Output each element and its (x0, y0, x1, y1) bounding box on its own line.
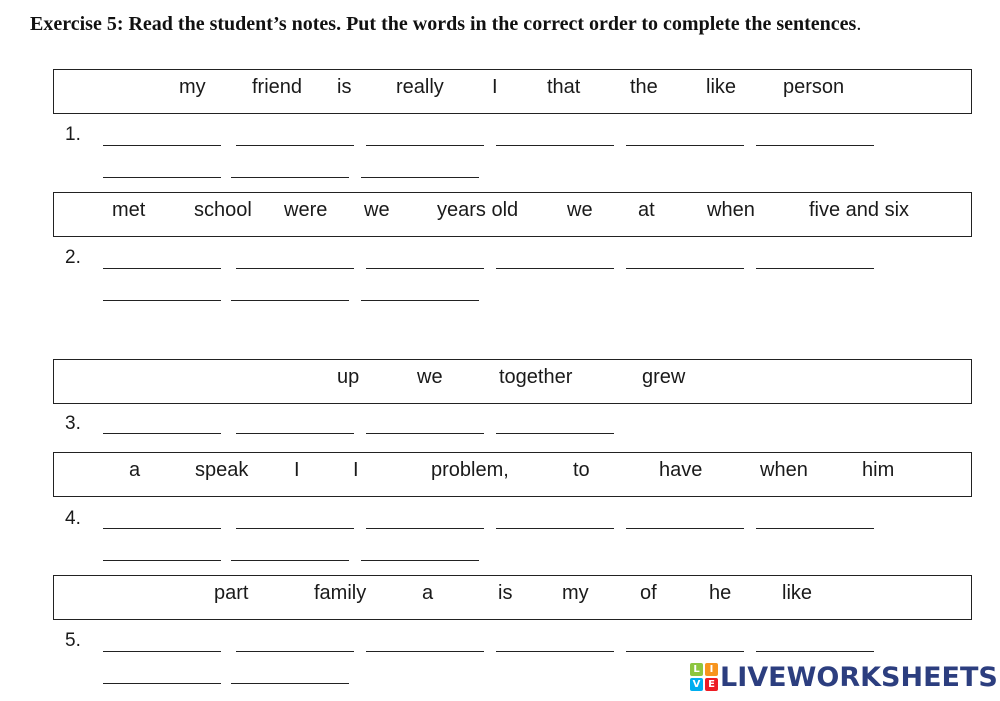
liveworksheets-logo-text: LIVEWORKSHEETS (720, 661, 998, 693)
answer-blank[interactable] (496, 651, 614, 652)
word-bank-word[interactable]: when (760, 459, 808, 481)
answer-blank[interactable] (103, 177, 221, 178)
answer-blank[interactable] (496, 268, 614, 269)
word-bank-word[interactable]: school (194, 199, 252, 221)
word-bank-word[interactable]: have (659, 459, 703, 481)
answer-blank[interactable] (103, 651, 221, 652)
word-bank-word[interactable]: we (417, 366, 443, 388)
answer-blank[interactable] (366, 651, 484, 652)
liveworksheets-logo (690, 660, 998, 694)
word-bank-word[interactable]: is (498, 582, 513, 604)
answer-blank[interactable] (361, 300, 479, 301)
word-bank-1 (53, 69, 972, 114)
word-bank-word[interactable]: person (783, 76, 845, 98)
word-bank-word[interactable]: him (862, 459, 895, 481)
word-bank-word[interactable]: that (547, 76, 581, 98)
answer-blank[interactable] (496, 433, 614, 434)
answer-blank[interactable] (361, 560, 479, 561)
word-bank-word[interactable]: we (567, 199, 593, 221)
exercise-title-period: . (856, 13, 862, 35)
word-bank-word[interactable]: really (396, 76, 444, 98)
word-bank-word[interactable]: like (706, 76, 737, 98)
sentence-number: 4. (65, 508, 81, 529)
sentence-number: 1. (65, 124, 81, 145)
answer-blank[interactable] (626, 651, 744, 652)
word-bank-word[interactable]: met (112, 199, 146, 221)
word-bank-word[interactable]: we (364, 199, 390, 221)
word-bank-word[interactable]: problem, (431, 459, 509, 481)
word-bank-word[interactable]: to (573, 459, 590, 481)
answer-blank[interactable] (236, 528, 354, 529)
answer-blank[interactable] (756, 268, 874, 269)
word-bank-word[interactable]: speak (195, 459, 249, 481)
answer-blank[interactable] (103, 560, 221, 561)
logo-letter-l: L (690, 663, 703, 676)
word-bank-4 (53, 452, 972, 497)
word-bank-word[interactable]: were (284, 199, 328, 221)
answer-blank[interactable] (366, 433, 484, 434)
answer-blank[interactable] (626, 145, 744, 146)
word-bank-word[interactable]: friend (252, 76, 303, 98)
word-bank-5 (53, 575, 972, 620)
word-bank-word[interactable]: part (214, 582, 249, 604)
answer-blank[interactable] (103, 300, 221, 301)
word-bank-word[interactable]: is (337, 76, 352, 98)
answer-blank[interactable] (236, 145, 354, 146)
answer-blank[interactable] (361, 177, 479, 178)
answer-blank[interactable] (366, 145, 484, 146)
answer-blank[interactable] (103, 145, 221, 146)
word-bank-word[interactable]: he (709, 582, 732, 604)
answer-blank[interactable] (103, 268, 221, 269)
logo-letter-i: I (705, 663, 718, 676)
answer-blank[interactable] (236, 651, 354, 652)
word-bank-2 (53, 192, 972, 237)
word-bank-word[interactable]: like (782, 582, 813, 604)
answer-blank[interactable] (231, 300, 349, 301)
logo-letter-e: E (705, 678, 718, 691)
word-bank-word[interactable]: of (640, 582, 657, 604)
word-bank-word[interactable]: together (499, 366, 573, 388)
word-bank-word[interactable]: a (422, 582, 434, 604)
answer-blank[interactable] (231, 177, 349, 178)
exercise-title-text: Exercise 5: Read the student’s notes. Put the words in the correct order to complete the sentences (30, 13, 857, 35)
word-bank-word[interactable]: years old (437, 199, 519, 221)
word-bank-word[interactable]: I (492, 76, 498, 98)
word-bank-word[interactable]: grew (642, 366, 686, 388)
word-bank-word[interactable]: my (562, 582, 589, 604)
answer-blank[interactable] (756, 145, 874, 146)
answer-blank[interactable] (496, 528, 614, 529)
sentence-number: 3. (65, 413, 81, 434)
answer-blank[interactable] (231, 683, 349, 684)
answer-blank[interactable] (103, 528, 221, 529)
word-bank-word[interactable]: my (179, 76, 206, 98)
answer-blank[interactable] (366, 268, 484, 269)
word-bank-word[interactable]: a (129, 459, 141, 481)
word-bank-word[interactable]: the (630, 76, 658, 98)
word-bank-word[interactable]: at (638, 199, 655, 221)
answer-blank[interactable] (626, 528, 744, 529)
word-bank-word[interactable]: family (314, 582, 367, 604)
word-bank-word[interactable]: when (707, 199, 755, 221)
word-bank-word[interactable]: I (294, 459, 300, 481)
answer-blank[interactable] (496, 145, 614, 146)
answer-blank[interactable] (756, 651, 874, 652)
answer-blank[interactable] (756, 528, 874, 529)
answer-blank[interactable] (236, 268, 354, 269)
word-bank-word[interactable]: I (353, 459, 359, 481)
answer-blank[interactable] (103, 683, 221, 684)
sentence-number: 5. (65, 630, 81, 651)
word-bank-word[interactable]: up (337, 366, 360, 388)
sentence-number: 2. (65, 247, 81, 268)
answer-blank[interactable] (626, 268, 744, 269)
exercise-title (30, 10, 980, 38)
word-bank-3 (53, 359, 972, 404)
answer-blank[interactable] (231, 560, 349, 561)
answer-blank[interactable] (236, 433, 354, 434)
answer-blank[interactable] (103, 433, 221, 434)
word-bank-word[interactable]: five and six (809, 199, 910, 221)
logo-letter-v: V (690, 678, 703, 691)
answer-blank[interactable] (366, 528, 484, 529)
liveworksheets-logo-icon (690, 663, 718, 691)
